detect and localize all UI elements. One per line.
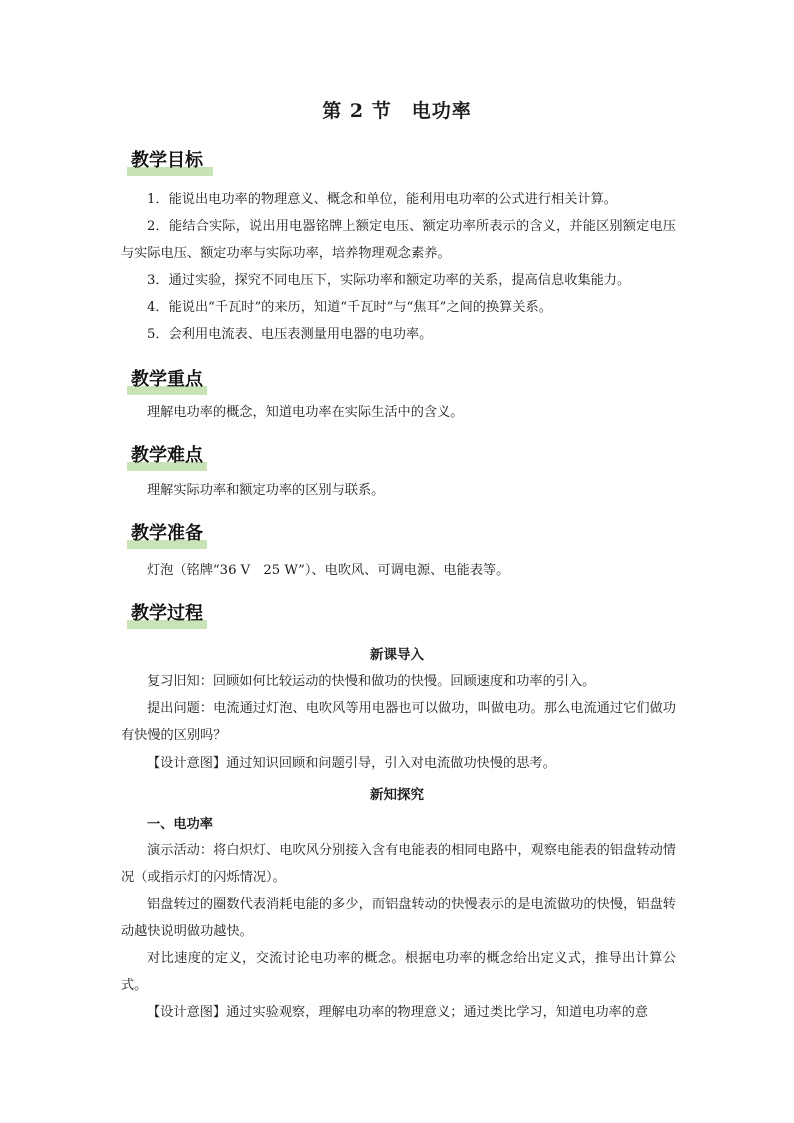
section-heading-label: 教学难点	[131, 445, 203, 466]
section-heading-process	[127, 601, 203, 631]
goal-item-2: 2．能结合实际，说出用电器铭牌上额定电压、额定功率所表示的含义，并能区别额定电压与实际电压、额定功率与实际功率，培养物理观念素养。	[121, 219, 676, 261]
section-heading-preparation	[127, 521, 203, 551]
explore-paragraph-1: 演示活动：将白炽灯、电吹风分别接入含有电能表的相同电路中，观察电能表的铝盘转动情况（或指示灯的闪烁情况）。	[121, 843, 676, 885]
subsection-title-electric-power: 一、电功率	[147, 817, 213, 832]
explore-paragraph-2: 铝盘转过的圈数代表消耗电能的多少，而铝盘转动的快慢表示的是电流做功的快慢，铝盘转动越快说明做功越快。	[121, 897, 676, 939]
intro-subtitle: 新课导入	[370, 647, 424, 663]
key-points-text: 理解电功率的概念，知道电功率在实际生活中的含义。	[147, 405, 464, 420]
intro-paragraph-1: 复习旧知：回顾如何比较运动的快慢和做功的快慢。回顾速度和功率的引入。	[147, 674, 596, 689]
intro-design-intent: 【设计意图】通过知识回顾和问题引导，引入对电流做功快慢的思考。	[147, 756, 556, 771]
intro-paragraph-2: 提出问题：电流通过灯泡、电吹风等用电器也可以做功，叫做电功。那么电流通过它们做功有快慢的区别吗？	[121, 701, 676, 743]
section-heading-label: 教学重点	[131, 369, 203, 390]
explore-paragraph-3: 对比速度的定义，交流讨论电功率的概念。根据电功率的概念给出定义式，推导出计算公式。	[121, 951, 676, 993]
page-title: 第 2 节 电功率	[322, 100, 472, 122]
goal-item-1: 1．能说出电功率的物理意义、概念和单位，能利用电功率的公式进行相关计算。	[147, 192, 617, 207]
goal-item-5: 5．会利用电流表、电压表测量用电器的电功率。	[147, 327, 433, 342]
difficulties-text: 理解实际功率和额定功率的区别与联系。	[147, 483, 385, 498]
section-heading-label: 教学过程	[131, 603, 203, 624]
explore-subtitle: 新知探究	[370, 787, 424, 803]
section-heading-difficulties	[127, 443, 203, 473]
explore-design-intent: 【设计意图】通过实验观察，理解电功率的物理意义；通过类比学习，知道电功率的意	[147, 1005, 649, 1020]
goal-item-4: 4．能说出“千瓦时”的来历，知道“千瓦时”与“焦耳”之间的换算关系。	[147, 300, 552, 315]
section-heading-label: 教学准备	[131, 523, 203, 544]
section-heading-goals	[127, 148, 203, 178]
preparation-text: 灯泡（铭牌“36 V 25 W”）、电吹风、可调电源、电能表等。	[147, 563, 510, 578]
section-heading-key-points	[127, 367, 203, 397]
goal-item-3: 3．通过实验，探究不同电压下，实际功率和额定功率的关系，提高信息收集能力。	[147, 273, 631, 288]
section-heading-label: 教学目标	[131, 150, 203, 171]
